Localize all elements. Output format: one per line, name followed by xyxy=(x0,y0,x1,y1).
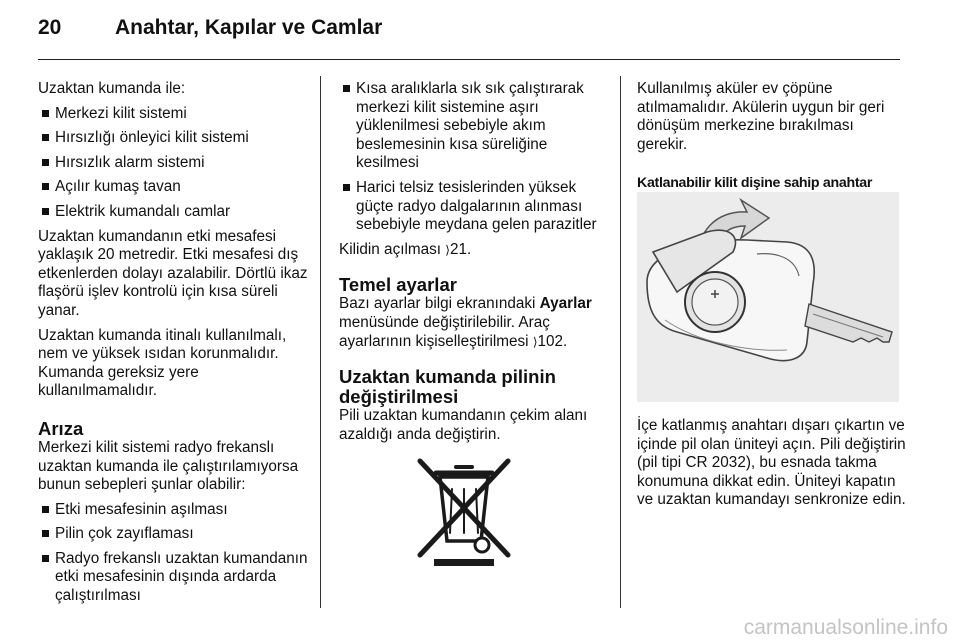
list-item: Pilin çok zayıflaması xyxy=(38,525,310,544)
column-3 xyxy=(637,80,907,193)
column-divider-2 xyxy=(620,76,621,608)
settings-menu-name: Ayarlar xyxy=(539,295,592,313)
list-item: Etki mesafesinin aşılması xyxy=(38,501,310,520)
battery-heading-line-1: Uzaktan kumanda pilinin xyxy=(339,366,556,388)
battery-paragraph: Pili uzaktan kumandanın çekim alanı azaldığı anda değiştirin. xyxy=(339,407,588,443)
key-heading: Katlanabilir kilit dişine sahip anahtar xyxy=(637,175,873,192)
disposal-paragraph: Kullanılmış aküler ev çöpüne atılmamalıdır. Akülerin uygun bir geri dönüşüm merkezine bırakılması gerekir. xyxy=(637,80,885,153)
fault-heading: Arıza xyxy=(38,417,84,439)
crossed-bin-icon xyxy=(412,455,516,567)
page-reference[interactable]: ⟩ 21. xyxy=(445,241,471,258)
list-item: Merkezi kilit sistemi xyxy=(38,105,310,124)
column-1 xyxy=(38,80,310,606)
settings-text-pre: Bazı ayarlar bilgi ekranındaki xyxy=(339,295,536,313)
page-number: 20 xyxy=(38,16,62,39)
column-divider-1 xyxy=(320,76,321,608)
settings-heading: Temel ayarlar xyxy=(339,274,457,296)
list-item: Açılır kumaş tavan xyxy=(38,178,310,197)
settings-paragraph xyxy=(339,295,611,351)
header-rule xyxy=(38,59,900,60)
list-item: Elektrik kumandalı camlar xyxy=(38,203,310,222)
instructions-block xyxy=(637,417,909,510)
column-2 xyxy=(339,80,611,444)
range-paragraph: Uzaktan kumandanın etki mesafesi yaklaşık 20 metredir. Etki mesafesi dış etkenlerden dolayı azalabilir. Dörtlü ikaz flaşörü işlev kontrolü için kısa süreli yanar. xyxy=(38,227,308,319)
cause-list xyxy=(38,501,310,606)
list-item: Harici telsiz tesislerinden yüksek güçte radyo dalgalarının alınması sebebiyle meydana gelen parazitler xyxy=(339,179,611,235)
fault-paragraph: Merkezi kilit sistemi radyo frekanslı uzaktan kumanda ile çalıştırılamıyorsa bunun sebepleri şunlar olabilir: xyxy=(38,438,299,494)
battery-heading-line-2: değiştirilmesi xyxy=(339,386,459,408)
list-item: Radyo frekanslı uzaktan kumandanın etki mesafesinin dışında ardarda çalıştırılması xyxy=(38,550,310,606)
key-fob-illustration xyxy=(637,192,899,402)
battery-heading xyxy=(339,367,611,407)
list-item: Hırsızlık alarm sistemi xyxy=(38,154,310,173)
intro-text: Uzaktan kumanda ile: xyxy=(38,80,186,97)
page-reference[interactable]: ⟩ 102. xyxy=(533,333,567,350)
care-paragraph: Uzaktan kumanda itinalı kullanılmalı, nem ve yüksek ısıdan korunmalıdır. Kumanda gereksiz yere kullanılmamalıdır. xyxy=(38,326,287,400)
page-title: Anahtar, Kapılar ve Camlar xyxy=(115,16,383,39)
list-item: Hırsızlığı önleyici kilit sistemi xyxy=(38,129,310,148)
settings-text-post: menüsünde değiştirilebilir. Araç ayarlarının kişiselleştirilmesi xyxy=(339,313,550,350)
unlock-reference xyxy=(339,241,611,260)
watermark: carmanualsonline.info xyxy=(743,616,948,639)
unlock-text: Kilidin açılması xyxy=(339,240,442,258)
cause-list-continued xyxy=(339,80,611,235)
instructions-paragraph: İçe katlanmış anahtarı dışarı çıkartın ve içinde pil olan üniteyi açın. Pili değiştirin (pil tipi CR 2032), bu esnada takma konumuna dikkat edin. Üniteyi kapatın ve uzaktan kumandayı senkronize edin. xyxy=(637,417,906,509)
feature-list xyxy=(38,105,310,222)
list-item: Kısa aralıklarla sık sık çalıştırarak merkezi kilit sistemine aşırı yüklenilmesi sebebiyle akım beslemesinin kısa süreliğine kesilmesi xyxy=(339,80,611,173)
